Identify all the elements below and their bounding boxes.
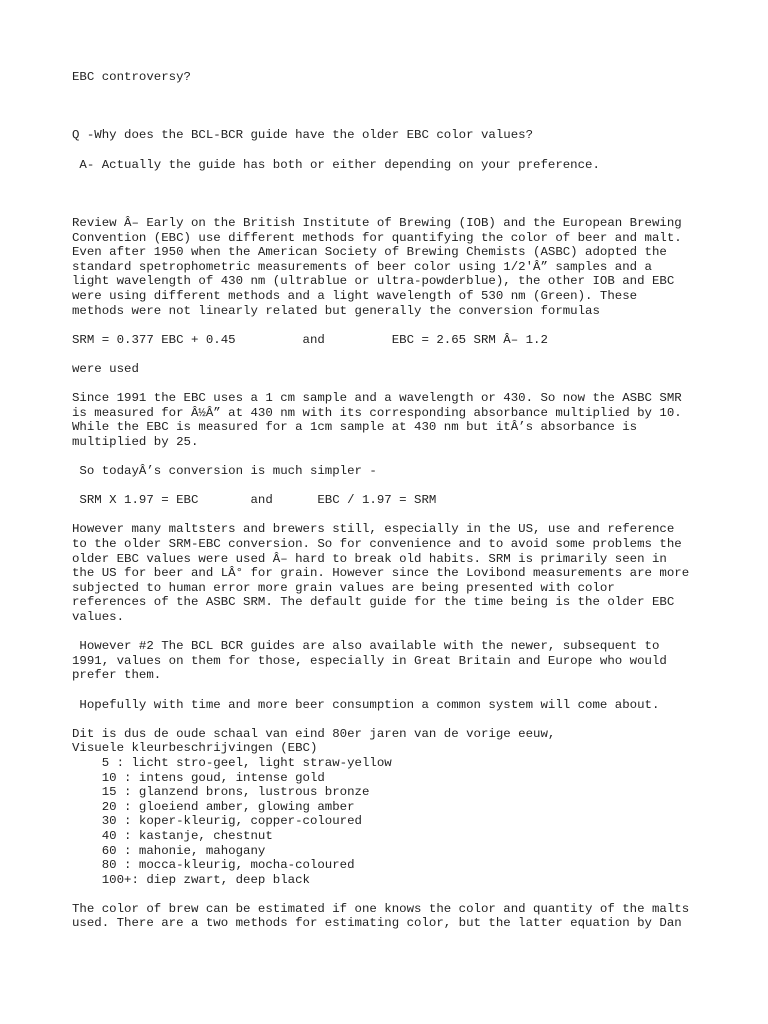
closing-paragraph	[72, 902, 712, 931]
paragraph-line: Since 1991 the EBC uses a 1 cm sample and a wavelength or 430. So now the ASBC SMR	[72, 391, 682, 406]
formula-new: SRM X 1.97 = EBC and EBC / 1.97 = SRM	[72, 493, 437, 508]
paragraph-line: prefer them.	[72, 668, 162, 683]
paragraph-line: Even after 1950 when the American Society of Brewing Chemists (ASBC) adopted the	[72, 245, 667, 260]
list-item: 5 : licht stro-geel, light straw-yellow	[72, 755, 392, 770]
paragraph-line: However many maltsters and brewers still, especially in the US, use and reference	[72, 522, 675, 537]
paragraph-line: values.	[72, 610, 125, 624]
paragraph-line: is measured for Â½Â” at 430 nm with its corresponding absorbance multiplied by 10.	[72, 405, 682, 420]
formula-old: SRM = 0.377 EBC + 0.45 and EBC = 2.65 SRM Â– 1.2	[72, 332, 548, 347]
paragraph-line: The color of brew can be estimated if one knows the color and quantity of the malts	[72, 901, 690, 916]
paragraph-line: were using different methods and a light wavelength of 530 nm (Green). These	[72, 288, 638, 303]
however2-paragraph	[72, 639, 712, 683]
paragraph-line: standard spetrophometric measurements of beer color using 1/2'Â” samples and a	[72, 259, 652, 274]
paragraph-line: Dit is dus de oude schaal van eind 80er jaren van de vorige eeuw,	[72, 726, 556, 741]
list-item: 100+: diep zwart, deep black	[72, 872, 310, 887]
today-line: So todayÂ’s conversion is much simpler -	[72, 464, 377, 479]
color-scale-list	[72, 756, 712, 887]
dutch-intro	[72, 727, 712, 756]
paragraph-line: Review Â– Early on the British Institute of Brewing (IOB) and the European Brewing	[72, 215, 682, 230]
list-item: 20 : gloeiend amber, glowing amber	[72, 799, 355, 814]
hopefully-line: Hopefully with time and more beer consumption a common system will come about.	[72, 697, 660, 712]
paragraph-line: references of the ASBC SRM. The default guide for the time being is the older EBC	[72, 595, 675, 610]
list-item: 40 : kastanje, chestnut	[72, 828, 273, 843]
list-item: 15 : glanzend brons, lustrous bronze	[72, 785, 370, 800]
paragraph-line: used. There are a two methods for estimating color, but the latter equation by Dan	[72, 916, 682, 931]
paragraph-line: While the EBC is measured for a 1cm sample at 430 nm but itÂ’s absorbance is	[72, 420, 638, 435]
review-paragraph	[72, 216, 712, 318]
paragraph-line: Visuele kleurbeschrijvingen (EBC)	[72, 741, 318, 756]
paragraph-line: to the older SRM-EBC conversion. So for convenience and to avoid some problems the	[72, 537, 682, 552]
paragraph-line: 1991, values on them for those, especially in Great Britain and Europe who would	[72, 653, 667, 668]
paragraph-line: subjected to human error more grain values are being presented with color	[72, 580, 615, 595]
paragraph-line: methods were not linearly related but generally the conversion formulas	[72, 303, 600, 318]
paragraph-line: multiplied by 25.	[72, 434, 199, 449]
however-paragraph	[72, 522, 712, 624]
list-item: 80 : mocca-kleurig, mocha-coloured	[72, 858, 355, 873]
paragraph-line: older EBC values were used Â– hard to break old habits. SRM is primarily seen in	[72, 551, 667, 566]
paragraph-line: the US for beer and LÂ° for grain. However since the Lovibond measurements are more	[72, 566, 690, 581]
list-item: 30 : koper-kleurig, copper-coloured	[72, 814, 362, 829]
were-used-line: were used	[72, 361, 139, 376]
question-line: Q -Why does the BCL-BCR guide have the older EBC color values?	[72, 128, 534, 143]
paragraph-line: However #2 The BCL BCR guides are also available with the newer, subsequent to	[72, 639, 660, 654]
list-item: 10 : intens goud, intense gold	[72, 770, 325, 785]
document-title: EBC controversy?	[72, 70, 191, 84]
answer-line: A- Actually the guide has both or either depending on your preference.	[72, 157, 600, 172]
since-1991-paragraph	[72, 391, 712, 449]
paragraph-line: light wavelength of 430 nm (ultrablue or ultra-powderblue), the other IOB and EBC	[72, 274, 675, 289]
paragraph-line: Convention (EBC) use different methods for quantifying the color of beer and malt.	[72, 230, 682, 245]
document-page	[72, 70, 712, 931]
list-item: 60 : mahonie, mahogany	[72, 843, 266, 858]
